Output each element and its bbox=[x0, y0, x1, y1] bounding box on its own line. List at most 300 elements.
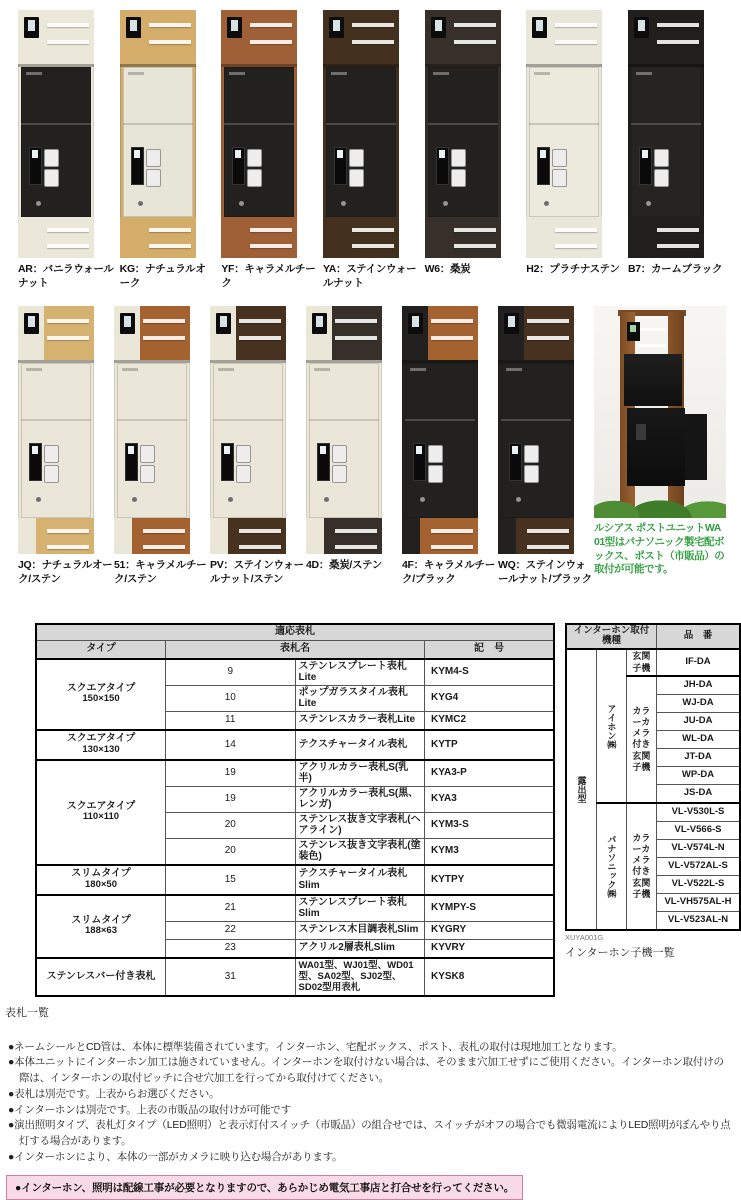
wood-slat bbox=[335, 529, 377, 533]
lid-line bbox=[405, 419, 475, 421]
product-card bbox=[425, 10, 521, 277]
wood-slat bbox=[335, 545, 377, 549]
post-unit-illustration bbox=[18, 10, 94, 258]
type-cell bbox=[36, 730, 166, 760]
intercom-icon bbox=[329, 17, 344, 38]
unit-top-section bbox=[526, 10, 602, 64]
code-cell: KYSK8 bbox=[425, 958, 555, 996]
intercom-table bbox=[565, 623, 741, 931]
unit-bottom-section bbox=[210, 518, 286, 554]
table-header-row bbox=[36, 640, 554, 659]
intercom-screen bbox=[536, 20, 543, 31]
ref-number-cell: 10 bbox=[166, 685, 296, 711]
mailbox-body bbox=[631, 67, 701, 217]
keypad-icon bbox=[317, 443, 347, 487]
keypad-screen bbox=[125, 443, 138, 481]
lock-icon bbox=[324, 497, 329, 502]
col-header-part: 品 番 bbox=[657, 624, 741, 650]
wood-slat bbox=[657, 244, 699, 248]
nameplate-table-area bbox=[5, 623, 555, 1020]
post-unit-illustration bbox=[498, 306, 574, 554]
post-unit-illustration bbox=[306, 306, 382, 554]
keypad-buttons bbox=[44, 465, 59, 483]
wood-slat bbox=[454, 228, 496, 232]
product-label: B7：カームブラック bbox=[627, 263, 723, 275]
keypad-screen bbox=[29, 147, 42, 185]
mailbox-body bbox=[309, 363, 379, 518]
wood-slat bbox=[335, 336, 377, 340]
photo-grass bbox=[594, 484, 726, 518]
nameplate-name-cell: アクリルカラー表札S(乳半) bbox=[295, 760, 425, 787]
unit-top-section bbox=[628, 10, 704, 64]
type-cell bbox=[36, 760, 166, 865]
wood-slat bbox=[555, 23, 597, 27]
type-size: 110×110 bbox=[82, 811, 120, 823]
keypad-screen bbox=[29, 443, 42, 481]
product-card bbox=[18, 10, 114, 290]
brand-plate bbox=[26, 72, 42, 75]
product-card bbox=[498, 306, 594, 586]
intercom-screen bbox=[638, 20, 645, 31]
type-size: 150×150 bbox=[82, 693, 120, 705]
note-item: ●インターホンにより、本体の一部がカメラに映り込む場合があります。 bbox=[8, 1150, 343, 1163]
wood-slat bbox=[143, 319, 185, 323]
code-cell: KYM4-S bbox=[425, 659, 555, 686]
intercom-screen bbox=[435, 20, 442, 31]
nameplate-name-cell: テクスチャータイル表札 bbox=[295, 730, 425, 760]
wood-slat bbox=[335, 319, 377, 323]
keypad-buttons bbox=[654, 169, 669, 187]
model-number-cell: JH-DA bbox=[657, 676, 741, 695]
unit-bottom-section bbox=[120, 217, 196, 258]
ref-number-cell: 21 bbox=[166, 895, 296, 922]
lid-line bbox=[21, 123, 91, 125]
wood-slat bbox=[143, 545, 185, 549]
lid-line bbox=[123, 123, 193, 125]
unit-top-section bbox=[18, 306, 94, 360]
keypad-screen bbox=[537, 147, 550, 185]
unit-kind-cell: 玄関子機 bbox=[626, 649, 656, 676]
keypad-buttons bbox=[140, 445, 155, 463]
intercom-icon bbox=[24, 17, 39, 38]
product-row-2 bbox=[0, 290, 740, 586]
product-photo-block bbox=[594, 306, 726, 577]
lock-icon bbox=[420, 497, 425, 502]
wood-slat bbox=[149, 228, 191, 232]
table-row bbox=[36, 958, 554, 996]
product-label: AR：バニラウォールナット bbox=[18, 263, 114, 289]
brand-plate bbox=[331, 72, 347, 75]
wood-slat bbox=[47, 529, 89, 533]
nameplate-name-cell: ステンレス抜き文字表札(塗装色) bbox=[295, 838, 425, 865]
keypad-buttons bbox=[349, 149, 364, 167]
keypad-buttons bbox=[44, 445, 59, 463]
lid-line bbox=[326, 123, 396, 125]
post-unit-illustration bbox=[221, 10, 297, 258]
wood-slat bbox=[527, 336, 569, 340]
wood-slat bbox=[47, 545, 89, 549]
nameplate-name-cell: ステンレス抜き文字表札(ヘアライン) bbox=[295, 812, 425, 838]
photo-box-side bbox=[685, 414, 707, 480]
brand-plate bbox=[229, 72, 245, 75]
product-card bbox=[323, 10, 419, 290]
lid-line bbox=[428, 123, 498, 125]
keypad-screen bbox=[436, 147, 449, 185]
intercom-screen bbox=[220, 316, 227, 327]
mailbox-body bbox=[123, 67, 193, 217]
keypad-buttons bbox=[44, 169, 59, 187]
ref-number-cell: 11 bbox=[166, 711, 296, 730]
photo-intercom-icon bbox=[627, 322, 640, 341]
product-card bbox=[402, 306, 498, 586]
product-label: WQ：ステインウォールナット/ブラック bbox=[498, 559, 592, 585]
brand-plate bbox=[410, 368, 426, 371]
lock-icon bbox=[36, 497, 41, 502]
ref-number-cell: 14 bbox=[166, 730, 296, 760]
intercom-screen bbox=[28, 316, 35, 327]
brand-plate bbox=[534, 72, 550, 75]
table-row bbox=[566, 649, 740, 676]
keypad-icon bbox=[413, 443, 443, 487]
type-size: 188×63 bbox=[85, 925, 117, 937]
keypad-icon bbox=[537, 147, 567, 191]
nameplate-name-cell: ステンレスプレート表札Lite bbox=[295, 659, 425, 686]
mailbox-body bbox=[501, 363, 571, 518]
photo-caption: ルシアス ポストユニットWA01型はパナソニック製宅配ボックス、ポスト（市販品）の取付が可能です。 bbox=[594, 522, 725, 576]
wood-slat bbox=[250, 244, 292, 248]
nameplate-table-caption: 表札一覧 bbox=[5, 1006, 49, 1019]
table-row bbox=[36, 895, 554, 922]
col-header-code: 記 号 bbox=[425, 640, 555, 659]
wood-slat bbox=[527, 529, 569, 533]
wood-slat bbox=[454, 23, 496, 27]
brand-plate bbox=[506, 368, 522, 371]
wood-slat bbox=[47, 228, 89, 232]
wood-slat bbox=[352, 40, 394, 44]
keypad-buttons bbox=[332, 465, 347, 483]
unit-bottom-section bbox=[526, 217, 602, 258]
wood-slat bbox=[352, 228, 394, 232]
code-cell: KYVRY bbox=[425, 939, 555, 958]
product-label: W6：桑炭 bbox=[424, 263, 471, 275]
wood-slat bbox=[47, 40, 89, 44]
product-row-1 bbox=[0, 0, 740, 290]
unit-top-section bbox=[221, 10, 297, 64]
intercom-icon bbox=[120, 313, 135, 334]
mailbox-body bbox=[117, 363, 187, 518]
intercom-icon bbox=[634, 17, 649, 38]
photo-slat bbox=[638, 328, 666, 331]
keypad-buttons bbox=[428, 445, 443, 463]
type-name: ステンレスバー付き表札 bbox=[46, 970, 156, 982]
mailbox-body bbox=[21, 363, 91, 518]
post-unit-illustration bbox=[323, 10, 399, 258]
unit-top-section bbox=[120, 10, 196, 64]
model-number-cell: JS-DA bbox=[657, 784, 741, 803]
intercom-icon bbox=[126, 17, 141, 38]
unit-bottom-section bbox=[402, 518, 478, 554]
keypad-screen bbox=[317, 443, 330, 481]
keypad-icon bbox=[334, 147, 364, 191]
wood-slat bbox=[555, 244, 597, 248]
wood-slat bbox=[527, 319, 569, 323]
keypad-buttons bbox=[428, 465, 443, 483]
type-name: スリムタイプ bbox=[71, 914, 131, 926]
keypad-buttons bbox=[349, 169, 364, 187]
col-header-type: タイプ bbox=[36, 640, 166, 659]
unit-top-section bbox=[402, 306, 478, 360]
unit-top-section bbox=[306, 306, 382, 360]
unit-bottom-section bbox=[221, 217, 297, 258]
ref-number-cell: 19 bbox=[166, 786, 296, 812]
ref-number-cell: 15 bbox=[166, 865, 296, 895]
model-number-cell: VL-V566-S bbox=[657, 821, 741, 839]
lock-icon bbox=[239, 201, 244, 206]
lid-line bbox=[213, 419, 283, 421]
intercom-screen bbox=[412, 316, 419, 327]
tables-section bbox=[0, 623, 740, 1020]
unit-bottom-section bbox=[425, 217, 501, 258]
mailbox-body bbox=[326, 67, 396, 217]
intercom-screen bbox=[130, 20, 137, 31]
type-cell bbox=[36, 865, 166, 895]
keypad-screen bbox=[334, 147, 347, 185]
wood-slat bbox=[250, 40, 292, 44]
intercom-screen bbox=[333, 20, 340, 31]
photo-delivery-box bbox=[627, 408, 685, 486]
intercom-table-area bbox=[565, 623, 741, 960]
code-cell: KYM3 bbox=[425, 838, 555, 865]
keypad-buttons bbox=[524, 445, 539, 463]
keypad-screen bbox=[232, 147, 245, 185]
keypad-buttons bbox=[146, 169, 161, 187]
model-number-cell: VL-V522L-S bbox=[657, 875, 741, 893]
ref-number-cell: 19 bbox=[166, 760, 296, 787]
intercom-screen bbox=[28, 20, 35, 31]
wood-slat bbox=[431, 319, 473, 323]
brand-cell: パナソニック㈱ bbox=[596, 803, 626, 930]
intercom-screen bbox=[508, 316, 515, 327]
wood-slat bbox=[431, 336, 473, 340]
product-label: H2：プラチナステン bbox=[526, 263, 620, 275]
code-cell: KYMC2 bbox=[425, 711, 555, 730]
ref-number-cell: 22 bbox=[166, 921, 296, 939]
post-unit-illustration bbox=[526, 10, 602, 258]
nameplate-name-cell: ポップガラスタイル表札Lite bbox=[295, 685, 425, 711]
ref-number-cell: 20 bbox=[166, 838, 296, 865]
intercom-table-code: XUYA001G bbox=[565, 932, 604, 942]
code-cell: KYG4 bbox=[425, 685, 555, 711]
product-card bbox=[114, 306, 210, 586]
photo-slat bbox=[638, 344, 666, 347]
code-cell: KYGRY bbox=[425, 921, 555, 939]
nameplate-name-cell: アクリルカラー表札S(黒、レンガ) bbox=[295, 786, 425, 812]
product-card bbox=[221, 10, 317, 290]
keypad-buttons bbox=[247, 149, 262, 167]
keypad-icon bbox=[125, 443, 155, 487]
mailbox-body bbox=[405, 363, 475, 518]
wood-slat bbox=[657, 40, 699, 44]
product-card bbox=[628, 10, 724, 277]
keypad-icon bbox=[639, 147, 669, 191]
unit-bottom-section bbox=[628, 217, 704, 258]
mailbox-body bbox=[224, 67, 294, 217]
code-cell: KYTPY bbox=[425, 865, 555, 895]
lid-line bbox=[21, 419, 91, 421]
wood-slat bbox=[239, 336, 281, 340]
keypad-buttons bbox=[236, 445, 251, 463]
keypad-screen bbox=[131, 147, 144, 185]
product-card bbox=[306, 306, 402, 573]
ref-number-cell: 20 bbox=[166, 812, 296, 838]
unit-bottom-section bbox=[18, 217, 94, 258]
wood-slat bbox=[239, 319, 281, 323]
code-cell: KYA3 bbox=[425, 786, 555, 812]
type-size: 180×50 bbox=[85, 878, 117, 890]
intercom-icon bbox=[504, 313, 519, 334]
product-label: KG：ナチュラルオーク bbox=[119, 263, 206, 289]
lid-line bbox=[224, 123, 294, 125]
brand-plate bbox=[314, 368, 330, 371]
brand-plate bbox=[128, 72, 144, 75]
keypad-screen bbox=[639, 147, 652, 185]
mailbox-body bbox=[21, 67, 91, 217]
wood-slat bbox=[352, 23, 394, 27]
table-header-row bbox=[566, 624, 740, 650]
keypad-buttons bbox=[451, 169, 466, 187]
model-number-cell: VL-V523AL-N bbox=[657, 911, 741, 930]
note-item: ●演出照明タイプ、表札灯タイプ（LED照明）と表示灯付スイッチ（市販品）の組合せでは、スイッチがオフの場合でも微弱電流によりLED照明がぼんやり点灯する場合があります。 bbox=[8, 1119, 731, 1148]
lock-icon bbox=[443, 201, 448, 206]
nameplate-table bbox=[35, 623, 555, 997]
lid-line bbox=[309, 419, 379, 421]
type-name: スクエアタイプ bbox=[66, 682, 136, 694]
intercom-icon bbox=[532, 17, 547, 38]
intercom-screen bbox=[316, 316, 323, 327]
brand-plate bbox=[218, 368, 234, 371]
type-cell bbox=[36, 958, 166, 996]
mailbox-body bbox=[428, 67, 498, 217]
post-unit-illustration bbox=[628, 10, 704, 258]
wood-slat bbox=[657, 228, 699, 232]
lock-icon bbox=[138, 201, 143, 206]
intercom-icon bbox=[312, 313, 327, 334]
ref-number-cell: 23 bbox=[166, 939, 296, 958]
type-name: スリムタイプ bbox=[71, 868, 131, 880]
ref-number-cell: 31 bbox=[166, 958, 296, 996]
brand-plate bbox=[26, 368, 42, 371]
wood-slat bbox=[352, 244, 394, 248]
intercom-icon bbox=[24, 313, 39, 334]
product-label: JQ：ナチュラルオーク/ステン bbox=[18, 559, 113, 585]
code-cell: KYM3-S bbox=[425, 812, 555, 838]
keypad-buttons bbox=[524, 465, 539, 483]
wood-slat bbox=[239, 529, 281, 533]
type-name: スクエアタイプ bbox=[66, 800, 136, 812]
wood-slat bbox=[555, 40, 597, 44]
model-number-cell: VL-V530L-S bbox=[657, 803, 741, 822]
model-number-cell: WJ-DA bbox=[657, 694, 741, 712]
intercom-icon bbox=[216, 313, 231, 334]
keypad-screen bbox=[509, 443, 522, 481]
wood-slat bbox=[47, 23, 89, 27]
note-item: ●表札は別売です。上表からお選びください。 bbox=[8, 1087, 220, 1100]
keypad-icon bbox=[29, 147, 59, 191]
wood-slat bbox=[431, 529, 473, 533]
brand-plate bbox=[636, 72, 652, 75]
keypad-icon bbox=[29, 443, 59, 487]
post-unit-illustration bbox=[120, 10, 196, 258]
unit-top-section bbox=[323, 10, 399, 64]
product-card bbox=[210, 306, 306, 586]
wood-slat bbox=[657, 23, 699, 27]
unit-kind-cell: カラーカメラ付き玄関子機 bbox=[626, 803, 656, 930]
intercom-icon bbox=[408, 313, 423, 334]
note-item: ●ネームシールとCD管は、本体に標準装備されています。インターホン、宅配ボックス、ポスト、表札の取付は現地加工となります。 bbox=[8, 1040, 623, 1053]
lock-icon bbox=[516, 497, 521, 502]
nameplate-name-cell: テクスチャータイル表札Slim bbox=[295, 865, 425, 895]
keypad-screen bbox=[413, 443, 426, 481]
wood-slat bbox=[149, 23, 191, 27]
note-item: ●インターホンは別売です。上表の市販品の取付けが可能です bbox=[8, 1103, 291, 1116]
brand-plate bbox=[433, 72, 449, 75]
nameplate-name-cell: WA01型、WJ01型、WD01型、SA02型、SJ02型、SD02型用表札 bbox=[295, 958, 425, 996]
mailbox-body bbox=[213, 363, 283, 518]
unit-top-section bbox=[18, 10, 94, 64]
intercom-icon bbox=[227, 17, 242, 38]
keypad-icon bbox=[436, 147, 466, 191]
code-cell: KYA3-P bbox=[425, 760, 555, 787]
keypad-buttons bbox=[654, 149, 669, 167]
unit-top-section bbox=[425, 10, 501, 64]
wood-slat bbox=[454, 244, 496, 248]
lid-line bbox=[501, 419, 571, 421]
intercom-screen bbox=[231, 20, 238, 31]
type-name: スクエアタイプ bbox=[66, 733, 136, 745]
lid-line bbox=[117, 419, 187, 421]
nameplate-name-cell: ステンレスカラー表札Lite bbox=[295, 711, 425, 730]
col-header-mount: インターホン取付機種 bbox=[566, 624, 657, 650]
code-cell: KYTP bbox=[425, 730, 555, 760]
unit-bottom-section bbox=[18, 518, 94, 554]
mailbox-body bbox=[529, 67, 599, 217]
wood-slat bbox=[47, 319, 89, 323]
wood-slat bbox=[431, 545, 473, 549]
lock-icon bbox=[36, 201, 41, 206]
table-row bbox=[36, 865, 554, 895]
lid-line bbox=[631, 123, 701, 125]
keypad-buttons bbox=[140, 465, 155, 483]
unit-bottom-section bbox=[323, 217, 399, 258]
wood-slat bbox=[47, 336, 89, 340]
post-unit-illustration bbox=[114, 306, 190, 554]
product-label: 4D：桑炭/ステン bbox=[306, 559, 382, 572]
wood-slat bbox=[454, 40, 496, 44]
lid-line bbox=[529, 123, 599, 125]
unit-top-section bbox=[210, 306, 286, 360]
keypad-buttons bbox=[44, 149, 59, 167]
post-unit-illustration bbox=[402, 306, 478, 554]
keypad-icon bbox=[232, 147, 262, 191]
unit-top-section bbox=[498, 306, 574, 360]
model-number-cell: VL-V572AL-S bbox=[657, 857, 741, 875]
keypad-icon bbox=[221, 443, 251, 487]
keypad-buttons bbox=[332, 445, 347, 463]
keypad-buttons bbox=[552, 169, 567, 187]
intercom-icon bbox=[431, 17, 446, 38]
wood-slat bbox=[250, 228, 292, 232]
keypad-screen bbox=[221, 443, 234, 481]
